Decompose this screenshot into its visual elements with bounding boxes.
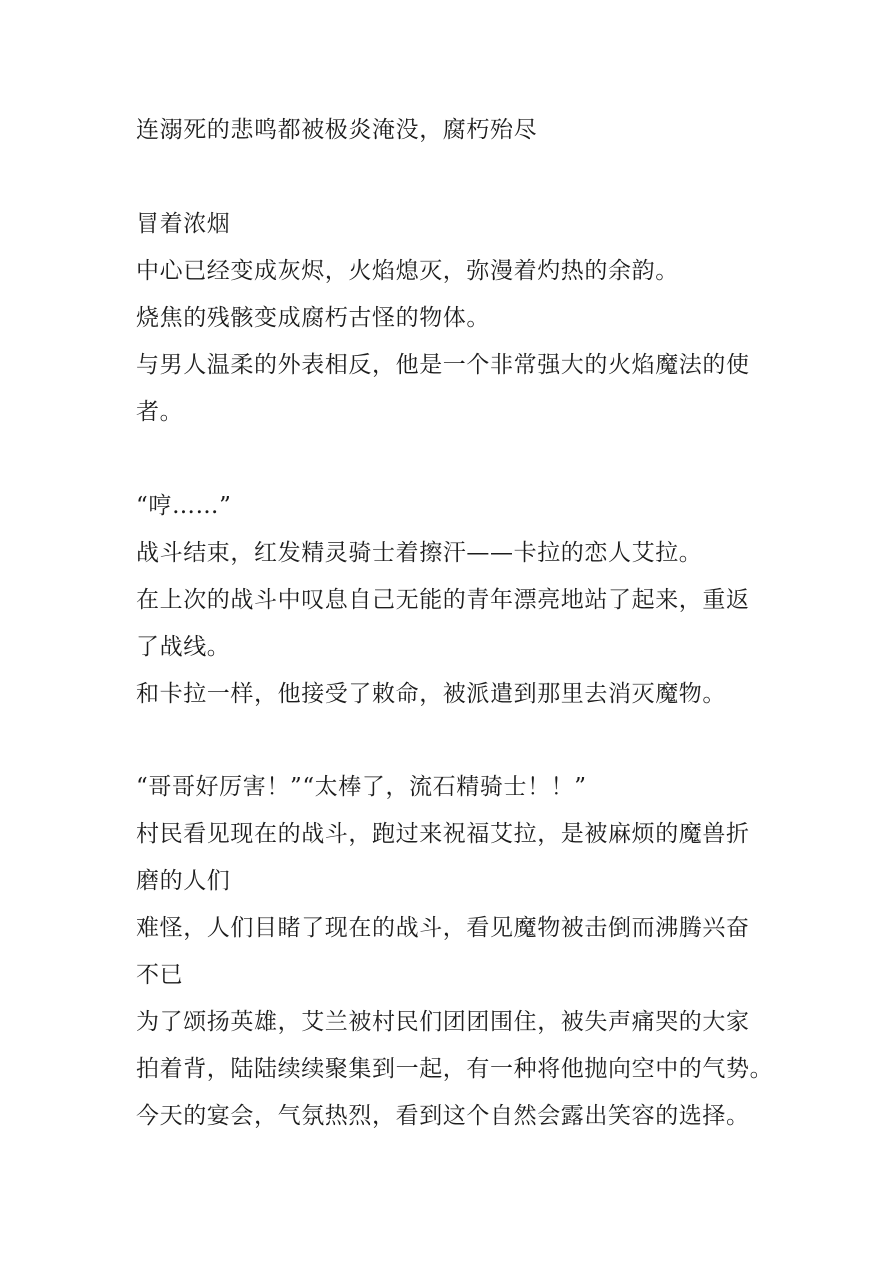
text-line: 今天的宴会，气氛热烈，看到这个自然会露出笑容的选择。	[136, 1103, 750, 1129]
text-line: 烧焦的残骸变成腐朽古怪的物体。	[136, 305, 490, 331]
text-line: 拍着背，陆陆续续聚集到一起，有一种将他抛向空中的气势。	[136, 1056, 774, 1082]
text-line: 连溺死的悲鸣都被极炎淹没，腐朽殆尽	[136, 117, 538, 143]
text-line: 战斗结束，红发精灵骑士着擦汗——卡拉的恋人艾拉。	[136, 540, 703, 566]
text-line: 与男人温柔的外表相反，他是一个非常强大的火焰魔法的使	[136, 352, 750, 378]
text-line: 了战线。	[136, 634, 231, 660]
text-line: 磨的人们	[136, 868, 231, 894]
text-line: 不已	[136, 962, 184, 988]
text-line: “哼……”	[136, 493, 232, 519]
text-line: 中心已经变成灰烬，火焰熄灭，弥漫着灼热的余韵。	[136, 258, 679, 284]
text-line: 为了颂扬英雄，艾兰被村民们团团围住，被失声痛哭的大家	[136, 1009, 750, 1035]
text-line: 在上次的战斗中叹息自己无能的青年漂亮地站了起来，重返	[136, 587, 750, 613]
text-line: 者。	[136, 399, 184, 425]
text-line: “哥哥好厉害！”“太棒了，流石精骑士！！”	[136, 774, 587, 800]
text-line: 难怪，人们目睹了现在的战斗，看见魔物被击倒而沸腾兴奋	[136, 915, 750, 941]
text-line: 村民看见现在的战斗，跑过来祝福艾拉，是被麻烦的魔兽折	[136, 821, 750, 847]
text-line: 和卡拉一样，他接受了敕命，被派遣到那里去消灭魔物。	[136, 681, 726, 707]
text-line: 冒着浓烟	[136, 211, 231, 237]
